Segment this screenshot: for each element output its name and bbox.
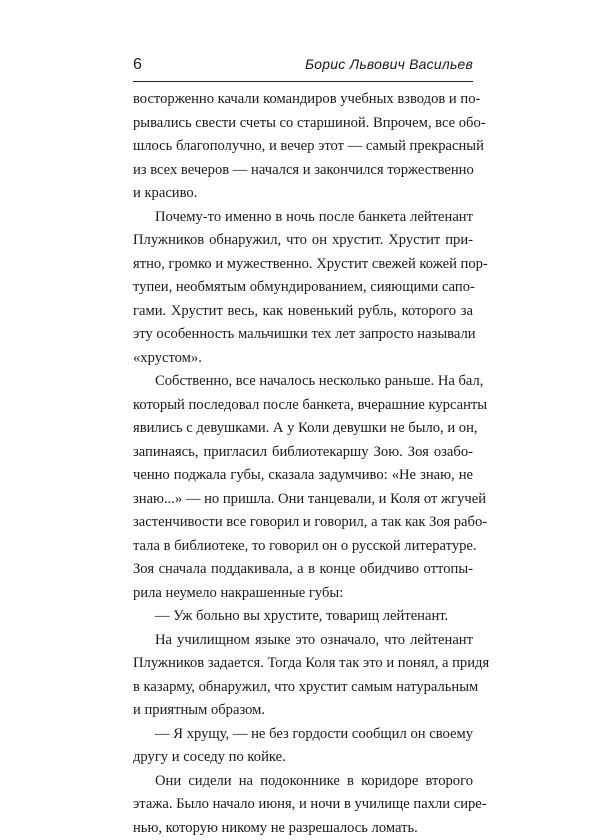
text-line: — Уж больно вы хрустите, товарищ лейтенант. <box>133 605 473 629</box>
text-line: в казарму, обнаружил, что хрустит самым натуральным <box>133 676 473 700</box>
text-line: Почему-то именно в ночь после банкета лейтенант <box>133 206 473 230</box>
text-line: и приятным образом. <box>133 699 473 723</box>
text-line: На училищном языке это означало, что лейтенант <box>133 629 473 653</box>
text-line: тала в библиотеке, то говорил он о русской литературе. <box>133 535 473 559</box>
header-rule <box>133 81 473 82</box>
text-line: который последовал после банкета, вчерашние курсанты <box>133 394 473 418</box>
page-header <box>133 56 473 80</box>
text-line: ятно, громко и мужественно. Хрустит свежей кожей пор- <box>133 253 473 277</box>
text-line: Зоя сначала поддакивала, а в конце обидчиво оттопы- <box>133 558 473 582</box>
text-line: шлось благополучно, и вечер этот — самый прекрасный <box>133 135 473 159</box>
text-line: эту особенность мальчишки тех лет запросто называли <box>133 323 473 347</box>
text-line: нью, которую никому не разрешалось ломать. <box>133 817 473 840</box>
text-line: запинаясь, пригласил библиотекаршу Зою. Зоя озабо- <box>133 441 473 465</box>
text-line: застенчивости все говорил и говорил, а так как Зоя рабо- <box>133 511 473 535</box>
text-line: Плужников задается. Тогда Коля так это и понял, а придя <box>133 652 473 676</box>
body-text <box>133 88 473 840</box>
text-line: этажа. Было начало июня, и ночи в училище пахли сире- <box>133 793 473 817</box>
text-line: тупеи, необмятым обмундированием, сияющими сапо- <box>133 276 473 300</box>
page-number: 6 <box>133 56 142 74</box>
text-line: «хрустом». <box>133 347 473 371</box>
text-line: Собственно, все началось несколько раньше. На бал, <box>133 370 473 394</box>
text-line: из всех вечеров — начался и закончился торжественно <box>133 159 473 183</box>
text-line: рывались свести счеты со старшиной. Впрочем, все обо- <box>133 112 473 136</box>
text-line: гами. Хрустит весь, как новенький рубль, которого за <box>133 300 473 324</box>
text-line: другу и соседу по койке. <box>133 746 473 770</box>
text-line: ченно поджала губы, сказала задумчиво: «Не знаю, не <box>133 464 473 488</box>
text-line: восторженно качали командиров учебных взводов и по- <box>133 88 473 112</box>
text-line: и красиво. <box>133 182 473 206</box>
text-line: рила неумело накрашенные губы: <box>133 582 473 606</box>
running-head-author: Борис Львович Васильев <box>305 56 473 72</box>
text-line: Плужников обнаружил, что он хрустит. Хрустит при- <box>133 229 473 253</box>
text-line: явились с девушками. А у Коли девушки не было, и он, <box>133 417 473 441</box>
text-line: — Я хрущу, — не без гордости сообщил он своему <box>133 723 473 747</box>
text-line: знаю...» — но пришла. Они танцевали, и Коля от жгучей <box>133 488 473 512</box>
text-line: Они сидели на подоконнике в коридоре второго <box>133 770 473 794</box>
